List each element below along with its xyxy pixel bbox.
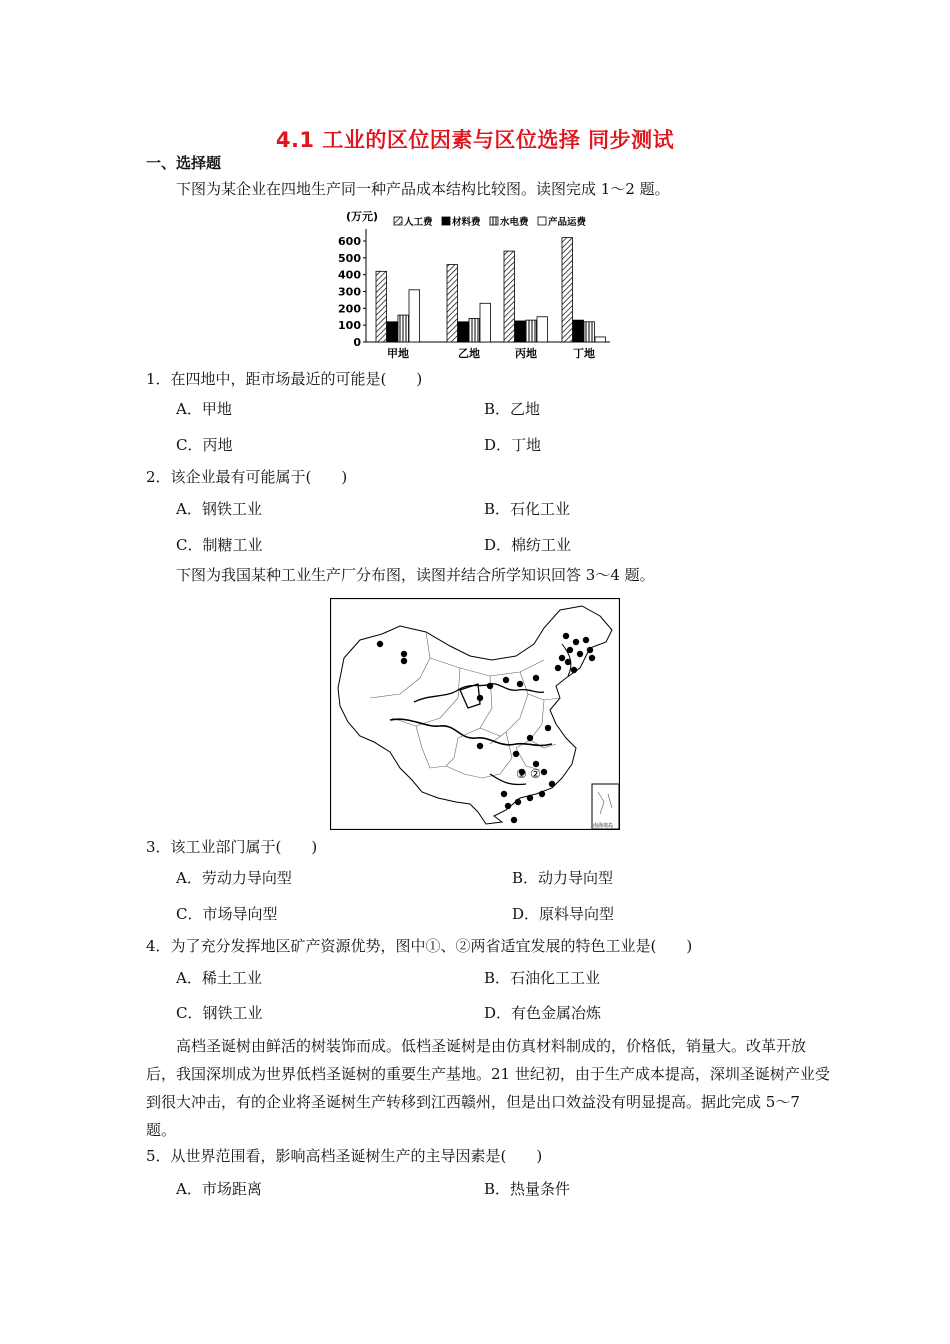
bar-3-2 [584, 322, 595, 342]
q2-option-d[interactable]: D．棉纺工业 [484, 536, 572, 554]
y-tick-label: 100 [338, 319, 361, 333]
bar-1-3 [480, 303, 491, 342]
legend-swatch [394, 217, 402, 225]
bar-0-2 [398, 315, 409, 342]
section-heading: 一、选择题 [146, 154, 222, 172]
q1-option-a[interactable]: A．甲地 [176, 400, 232, 418]
x-tick-label: 甲地 [387, 347, 409, 360]
q5-option-a[interactable]: A．市场距离 [176, 1180, 262, 1198]
q3-option-d[interactable]: D．原料导向型 [512, 905, 615, 923]
q1-option-d[interactable]: D．丁地 [484, 436, 542, 454]
page-title: 4.1 工业的区位因素与区位选择 同步测试 [275, 128, 675, 152]
bar-1-2 [469, 318, 480, 342]
y-tick-label: 0 [353, 336, 361, 349]
map-marker-1: ① [516, 767, 527, 781]
question-3-stem: 3．该工业部门属于( ) [146, 838, 318, 856]
bar-2-2 [526, 320, 537, 342]
y-tick-label: 400 [338, 268, 361, 282]
bar-0-0 [376, 271, 387, 342]
q4-option-d[interactable]: D．有色金属冶炼 [484, 1004, 602, 1022]
q3-option-a[interactable]: A．劳动力导向型 [176, 869, 292, 887]
q2-option-c[interactable]: C．制糖工业 [176, 536, 263, 554]
q3-option-b[interactable]: B．动力导向型 [512, 869, 614, 887]
legend-swatch [538, 217, 546, 225]
q1-option-c[interactable]: C．丙地 [176, 436, 233, 454]
bar-3-0 [562, 238, 573, 342]
legend-label: 水电费 [500, 217, 529, 228]
map-svg [330, 598, 620, 830]
x-tick-label: 乙地 [458, 347, 480, 360]
legend-swatch [442, 217, 450, 225]
q4-option-c[interactable]: C．钢铁工业 [176, 1004, 263, 1022]
bar-2-3 [537, 317, 548, 342]
y-tick-label: 500 [338, 251, 361, 265]
map-inset-label: 南海诸岛 [593, 823, 614, 829]
legend-swatch [490, 217, 498, 225]
q4-option-b[interactable]: B．石油化工工业 [484, 969, 601, 987]
question-1-stem: 1．在四地中，距市场最近的可能是( ) [146, 370, 423, 388]
q2-option-b[interactable]: B．石化工业 [484, 500, 571, 518]
q5-option-b[interactable]: B．热量条件 [484, 1180, 571, 1198]
q4-option-a[interactable]: A．稀土工业 [176, 969, 262, 987]
q2-option-a[interactable]: A．钢铁工业 [176, 500, 262, 518]
reading-passage: 高档圣诞树由鲜活的树装饰而成。低档圣诞树是由仿真材料制成的，价格低，销量大。改革开放后，我国深圳成为世界低档圣诞树的重要生产基地。21 世纪初，由于生产成本提高，深圳圣诞树产业受到很大冲击，有的企业将圣诞树生产转移到江西赣州，但是出口效益没有明显提高。据此完成 5～7 题。 [146, 1037, 830, 1139]
legend-label: 材料费 [452, 217, 481, 228]
q3-option-c[interactable]: C．市场导向型 [176, 905, 278, 923]
bar-chart-svg [330, 208, 620, 366]
bar-3-3 [595, 337, 606, 342]
legend-label: 人工费 [404, 217, 433, 228]
china-industry-map [330, 598, 620, 834]
y-tick-label: 600 [338, 235, 361, 248]
map-marker-2: ② [530, 767, 541, 781]
y-tick-label: 300 [338, 285, 361, 299]
bar-1-0 [447, 265, 458, 342]
question-2-stem: 2．该企业最有可能属于( ) [146, 468, 348, 486]
bar-3-1 [573, 320, 584, 342]
bar-2-0 [504, 251, 515, 342]
bar-1-1 [458, 322, 469, 342]
x-tick-label: 丁地 [573, 347, 595, 360]
y-axis-label: (万元) [346, 210, 379, 223]
cost-structure-chart [330, 208, 620, 370]
x-tick-label: 丙地 [515, 347, 537, 360]
bar-2-1 [515, 321, 526, 342]
legend-label: 产品运费 [548, 217, 587, 228]
question-4-stem: 4．为了充分发挥地区矿产资源优势，图中①、②两省适宜发展的特色工业是( ) [146, 937, 693, 955]
bar-0-1 [387, 322, 398, 342]
q1-option-b[interactable]: B．乙地 [484, 400, 541, 418]
question-5-stem: 5．从世界范围看，影响高档圣诞树生产的主导因素是( ) [146, 1147, 543, 1165]
bar-0-3 [409, 290, 420, 342]
y-tick-label: 200 [338, 302, 361, 316]
intro-paragraph-2: 下图为我国某种工业生产厂分布图，读图并结合所学知识回答 3～4 题。 [176, 566, 655, 584]
intro-paragraph-1: 下图为某企业在四地生产同一种产品成本结构比较图。读图完成 1～2 题。 [176, 180, 670, 198]
